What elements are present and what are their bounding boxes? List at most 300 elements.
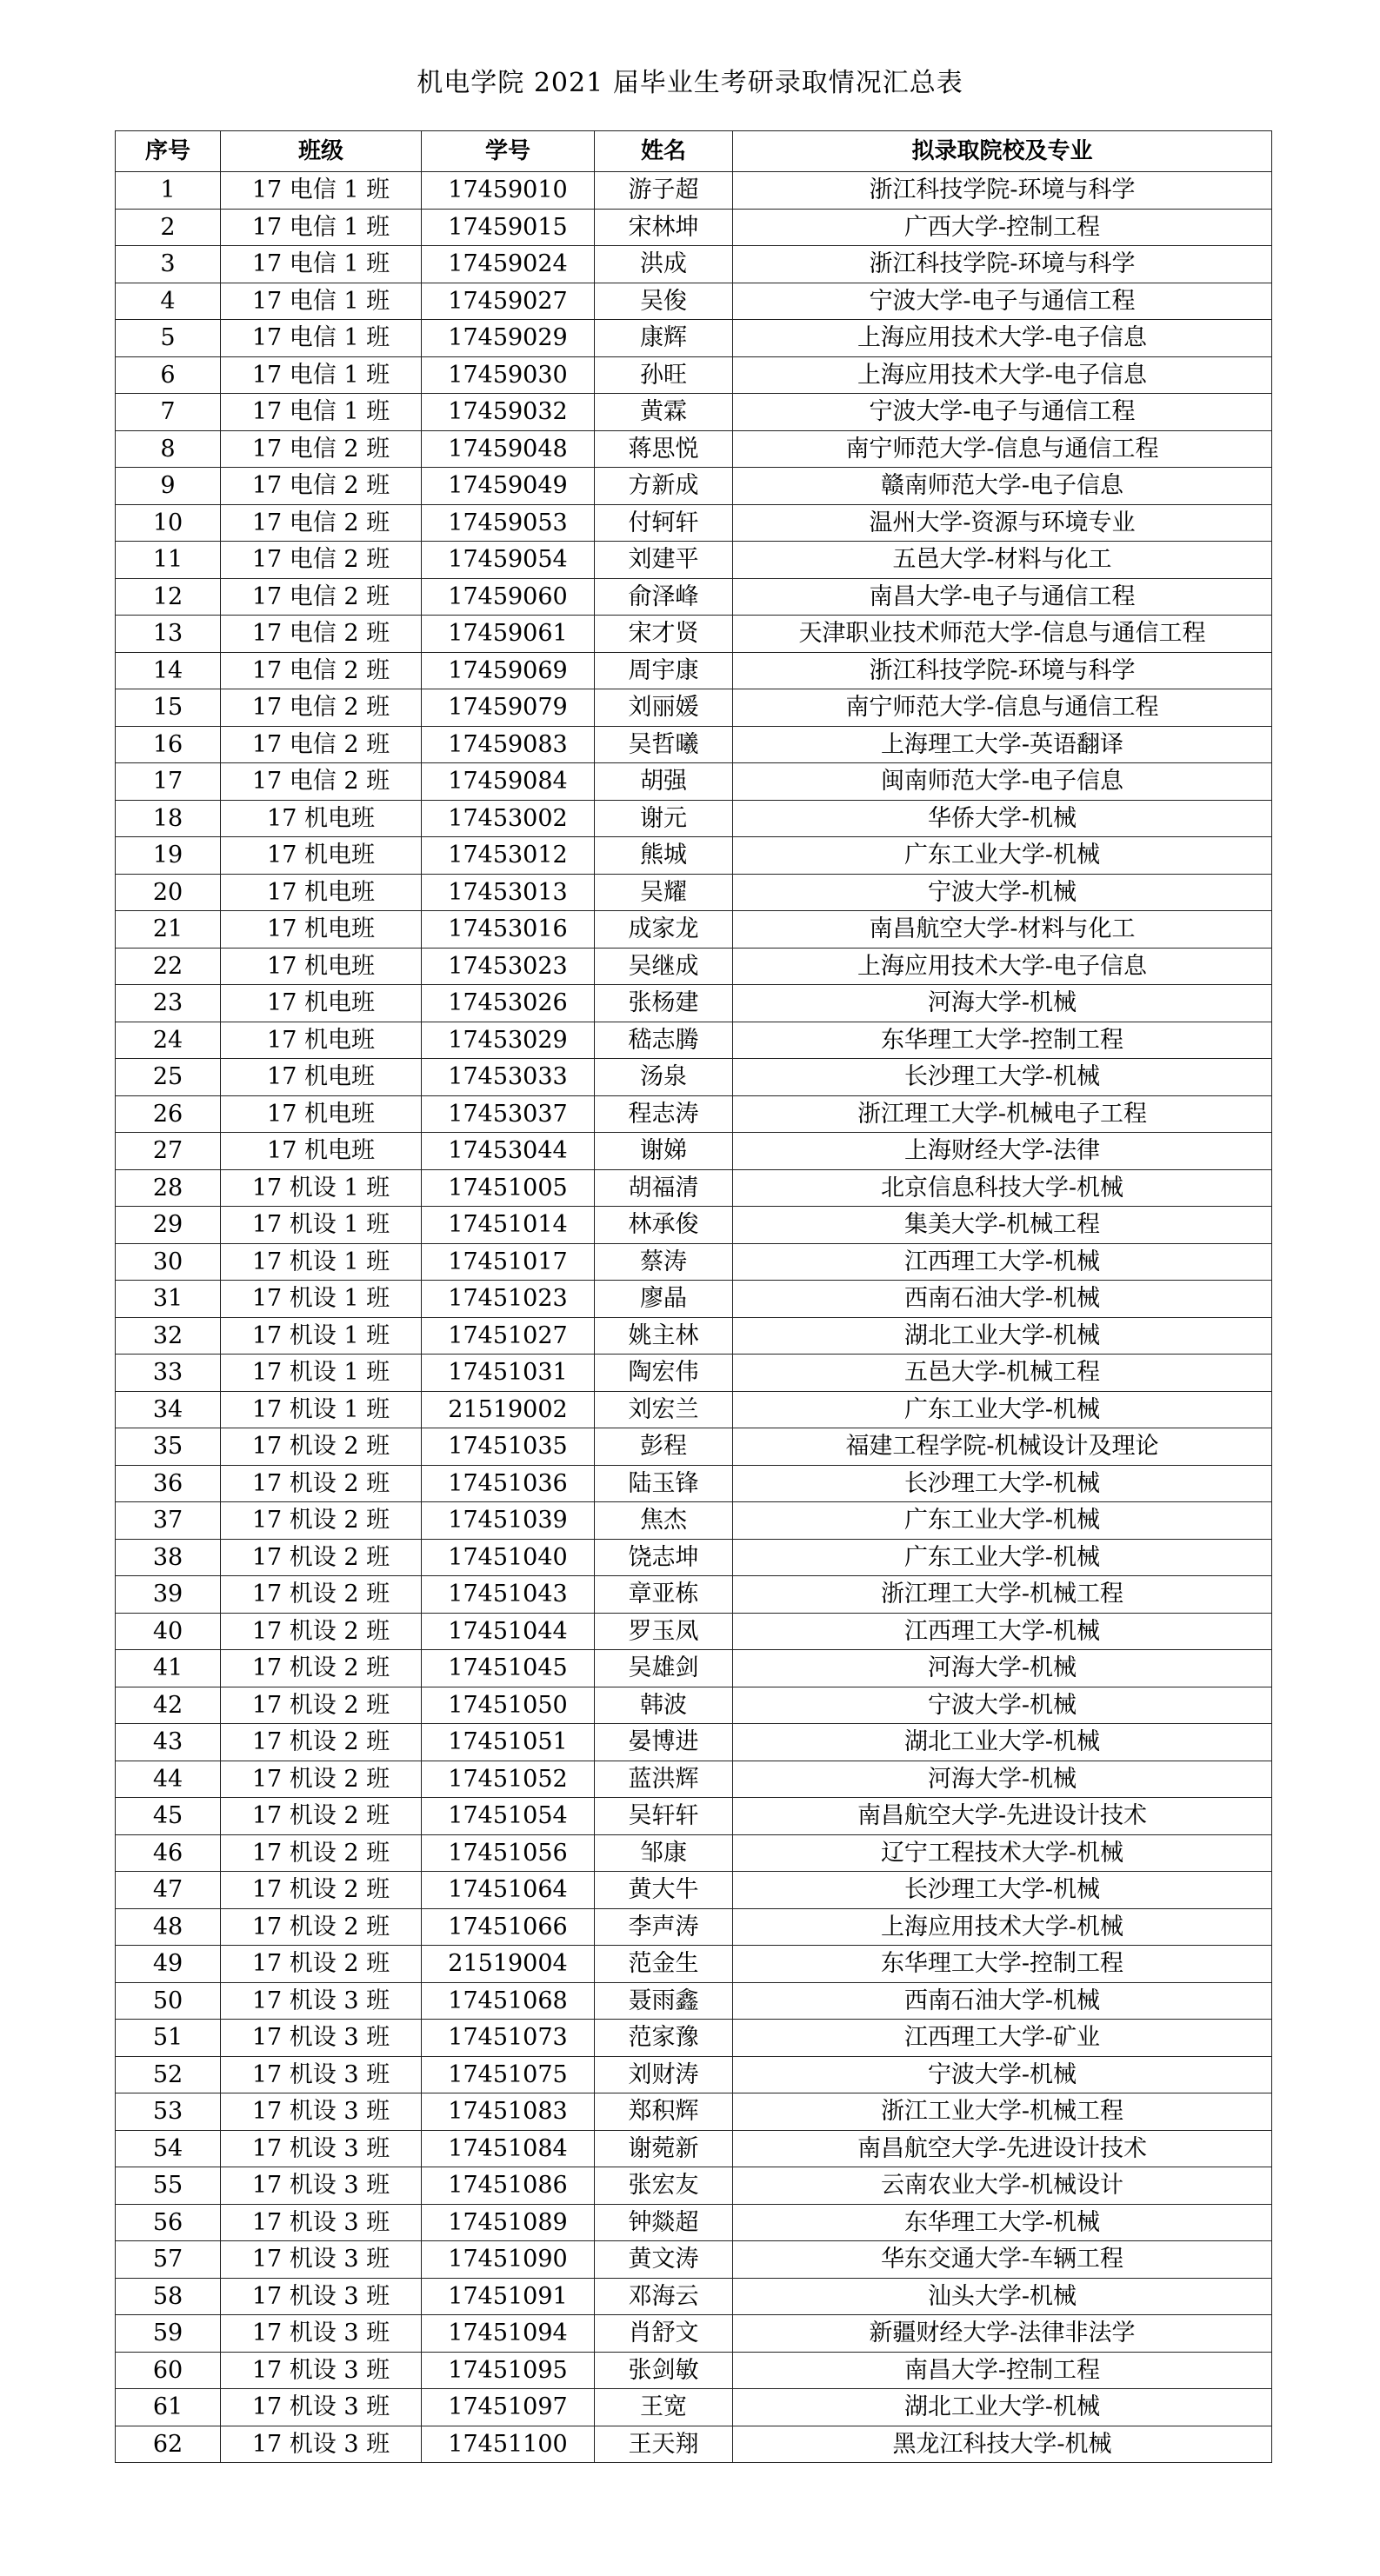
cell-index: 6 xyxy=(116,356,221,394)
cell-admitted-school-major: 南昌航空大学-先进设计技术 xyxy=(733,2130,1272,2167)
cell-name: 黄大牛 xyxy=(595,1872,733,1909)
cell-class: 17 机电班 xyxy=(221,1133,422,1170)
cell-name: 康辉 xyxy=(595,320,733,357)
cell-admitted-school-major: 浙江理工大学-机械电子工程 xyxy=(733,1095,1272,1133)
cell-index: 58 xyxy=(116,2278,221,2315)
cell-index: 39 xyxy=(116,1576,221,1614)
cell-student-id: 17451095 xyxy=(422,2352,595,2389)
cell-admitted-school-major: 宁波大学-机械 xyxy=(733,1687,1272,1724)
cell-name: 聂雨鑫 xyxy=(595,1982,733,2020)
cell-class: 17 机电班 xyxy=(221,1022,422,1059)
cell-index: 57 xyxy=(116,2241,221,2279)
table-row xyxy=(116,1724,1272,1761)
table-row xyxy=(116,616,1272,653)
cell-class: 17 机设 1 班 xyxy=(221,1281,422,1318)
table-row xyxy=(116,394,1272,431)
cell-admitted-school-major: 河海大学-机械 xyxy=(733,1761,1272,1798)
cell-name: 王宽 xyxy=(595,2389,733,2426)
cell-class: 17 机电班 xyxy=(221,911,422,949)
cell-admitted-school-major: 江西理工大学-机械 xyxy=(733,1243,1272,1281)
table-row xyxy=(116,356,1272,394)
cell-class: 17 机设 2 班 xyxy=(221,1908,422,1946)
table-row xyxy=(116,1872,1272,1909)
cell-name: 谢娣 xyxy=(595,1133,733,1170)
cell-admitted-school-major: 东华理工大学-控制工程 xyxy=(733,1946,1272,1983)
table-row xyxy=(116,2352,1272,2389)
cell-index: 28 xyxy=(116,1169,221,1207)
cell-class: 17 机设 3 班 xyxy=(221,1982,422,2020)
cell-student-id: 17451040 xyxy=(422,1539,595,1576)
table-row xyxy=(116,874,1272,911)
cell-index: 8 xyxy=(116,430,221,468)
cell-name: 邹康 xyxy=(595,1834,733,1872)
cell-admitted-school-major: 温州大学-资源与环境专业 xyxy=(733,504,1272,542)
cell-name: 吴继成 xyxy=(595,948,733,985)
cell-index: 26 xyxy=(116,1095,221,1133)
cell-name: 张宏友 xyxy=(595,2167,733,2205)
cell-student-id: 17453023 xyxy=(422,948,595,985)
cell-admitted-school-major: 上海应用技术大学-电子信息 xyxy=(733,356,1272,394)
table-row xyxy=(116,1317,1272,1355)
cell-student-id: 17451027 xyxy=(422,1317,595,1355)
cell-name: 张杨建 xyxy=(595,985,733,1022)
table-row xyxy=(116,1059,1272,1096)
table-row xyxy=(116,1095,1272,1133)
cell-class: 17 机设 2 班 xyxy=(221,1502,422,1540)
cell-student-id: 17459015 xyxy=(422,209,595,246)
cell-name: 俞泽峰 xyxy=(595,578,733,616)
cell-index: 36 xyxy=(116,1465,221,1502)
cell-admitted-school-major: 华东交通大学-车辆工程 xyxy=(733,2241,1272,2279)
cell-index: 32 xyxy=(116,1317,221,1355)
cell-admitted-school-major: 上海应用技术大学-电子信息 xyxy=(733,948,1272,985)
cell-class: 17 机设 2 班 xyxy=(221,1946,422,1983)
cell-index: 7 xyxy=(116,394,221,431)
cell-class: 17 机设 3 班 xyxy=(221,2020,422,2057)
cell-student-id: 17451064 xyxy=(422,1872,595,1909)
cell-name: 熊城 xyxy=(595,837,733,875)
cell-student-id: 17451050 xyxy=(422,1687,595,1724)
cell-student-id: 17451039 xyxy=(422,1502,595,1540)
table-row xyxy=(116,911,1272,949)
cell-student-id: 17451036 xyxy=(422,1465,595,1502)
table-row xyxy=(116,1428,1272,1466)
cell-name: 胡福清 xyxy=(595,1169,733,1207)
cell-index: 22 xyxy=(116,948,221,985)
cell-student-id: 17459032 xyxy=(422,394,595,431)
cell-admitted-school-major: 南昌大学-控制工程 xyxy=(733,2352,1272,2389)
cell-index: 15 xyxy=(116,689,221,727)
cell-name: 程志涛 xyxy=(595,1095,733,1133)
cell-name: 范金生 xyxy=(595,1946,733,1983)
cell-class: 17 机电班 xyxy=(221,1095,422,1133)
cell-name: 章亚栋 xyxy=(595,1576,733,1614)
table-row xyxy=(116,2315,1272,2353)
table-row xyxy=(116,763,1272,801)
table-row xyxy=(116,430,1272,468)
table-header-row xyxy=(116,131,1272,172)
cell-name: 蔡涛 xyxy=(595,1243,733,1281)
cell-index: 45 xyxy=(116,1798,221,1835)
table-row xyxy=(116,320,1272,357)
cell-class: 17 机设 2 班 xyxy=(221,1428,422,1466)
cell-student-id: 17459049 xyxy=(422,468,595,505)
table-row xyxy=(116,2204,1272,2241)
cell-student-id: 17451035 xyxy=(422,1428,595,1466)
cell-name: 刘丽媛 xyxy=(595,689,733,727)
cell-admitted-school-major: 辽宁工程技术大学-机械 xyxy=(733,1834,1272,1872)
cell-student-id: 17459054 xyxy=(422,542,595,579)
cell-class: 17 机设 3 班 xyxy=(221,2056,422,2093)
table-row xyxy=(116,1355,1272,1392)
table-row xyxy=(116,2389,1272,2426)
cell-index: 9 xyxy=(116,468,221,505)
cell-index: 35 xyxy=(116,1428,221,1466)
table-row xyxy=(116,948,1272,985)
cell-class: 17 机设 3 班 xyxy=(221,2315,422,2353)
cell-class: 17 机设 1 班 xyxy=(221,1169,422,1207)
cell-name: 钟燚超 xyxy=(595,2204,733,2241)
cell-admitted-school-major: 浙江理工大学-机械工程 xyxy=(733,1576,1272,1614)
table-row xyxy=(116,1243,1272,1281)
cell-class: 17 机设 3 班 xyxy=(221,2093,422,2131)
table-row xyxy=(116,1650,1272,1687)
cell-student-id: 17453033 xyxy=(422,1059,595,1096)
cell-index: 33 xyxy=(116,1355,221,1392)
cell-admitted-school-major: 集美大学-机械工程 xyxy=(733,1207,1272,1244)
cell-class: 17 机设 3 班 xyxy=(221,2204,422,2241)
table-row xyxy=(116,2130,1272,2167)
cell-admitted-school-major: 上海理工大学-英语翻译 xyxy=(733,726,1272,763)
cell-index: 44 xyxy=(116,1761,221,1798)
cell-index: 19 xyxy=(116,837,221,875)
cell-student-id: 17453016 xyxy=(422,911,595,949)
cell-class: 17 机电班 xyxy=(221,800,422,837)
table-body xyxy=(116,172,1272,2463)
cell-name: 方新成 xyxy=(595,468,733,505)
cell-name: 刘建平 xyxy=(595,542,733,579)
cell-student-id: 17453012 xyxy=(422,837,595,875)
cell-admitted-school-major: 华侨大学-机械 xyxy=(733,800,1272,837)
cell-student-id: 17459083 xyxy=(422,726,595,763)
cell-admitted-school-major: 广东工业大学-机械 xyxy=(733,1502,1272,1540)
table-row xyxy=(116,1798,1272,1835)
cell-name: 谢元 xyxy=(595,800,733,837)
cell-student-id: 17451090 xyxy=(422,2241,595,2279)
cell-student-id: 17451094 xyxy=(422,2315,595,2353)
cell-index: 21 xyxy=(116,911,221,949)
cell-class: 17 机电班 xyxy=(221,874,422,911)
table-row xyxy=(116,504,1272,542)
table-row xyxy=(116,283,1272,320)
table-row xyxy=(116,726,1272,763)
cell-index: 40 xyxy=(116,1613,221,1650)
cell-index: 29 xyxy=(116,1207,221,1244)
cell-index: 55 xyxy=(116,2167,221,2205)
cell-student-id: 17451083 xyxy=(422,2093,595,2131)
cell-name: 彭程 xyxy=(595,1428,733,1466)
cell-class: 17 机设 3 班 xyxy=(221,2241,422,2279)
cell-index: 11 xyxy=(116,542,221,579)
cell-class: 17 机设 1 班 xyxy=(221,1317,422,1355)
header-name: 姓名 xyxy=(595,131,733,172)
cell-admitted-school-major: 西南石油大学-机械 xyxy=(733,1982,1272,2020)
cell-admitted-school-major: 汕头大学-机械 xyxy=(733,2278,1272,2315)
table-row xyxy=(116,1908,1272,1946)
cell-name: 孙旺 xyxy=(595,356,733,394)
cell-student-id: 17451089 xyxy=(422,2204,595,2241)
cell-class: 17 机设 2 班 xyxy=(221,1539,422,1576)
table-row xyxy=(116,1281,1272,1318)
table-row xyxy=(116,652,1272,689)
cell-name: 肖舒文 xyxy=(595,2315,733,2353)
cell-class: 17 机设 2 班 xyxy=(221,1576,422,1614)
cell-index: 16 xyxy=(116,726,221,763)
cell-student-id: 17451073 xyxy=(422,2020,595,2057)
cell-admitted-school-major: 湖北工业大学-机械 xyxy=(733,1724,1272,1761)
table-row xyxy=(116,2241,1272,2279)
table-row xyxy=(116,1539,1272,1576)
page-title: 机电学院 2021 届毕业生考研录取情况汇总表 xyxy=(417,68,963,98)
table-row xyxy=(116,172,1272,210)
cell-student-id: 17451051 xyxy=(422,1724,595,1761)
table-row xyxy=(116,1761,1272,1798)
cell-class: 17 机设 2 班 xyxy=(221,1834,422,1872)
header-student-id: 学号 xyxy=(422,131,595,172)
cell-name: 韩波 xyxy=(595,1687,733,1724)
cell-student-id: 17451100 xyxy=(422,2426,595,2463)
cell-student-id: 17451045 xyxy=(422,1650,595,1687)
cell-student-id: 17451068 xyxy=(422,1982,595,2020)
table-row xyxy=(116,1465,1272,1502)
cell-index: 23 xyxy=(116,985,221,1022)
cell-admitted-school-major: 五邑大学-材料与化工 xyxy=(733,542,1272,579)
cell-class: 17 电信 1 班 xyxy=(221,172,422,210)
cell-student-id: 17451056 xyxy=(422,1834,595,1872)
admissions-table xyxy=(115,130,1272,2463)
cell-class: 17 电信 1 班 xyxy=(221,394,422,431)
cell-index: 47 xyxy=(116,1872,221,1909)
cell-admitted-school-major: 东华理工大学-机械 xyxy=(733,2204,1272,2241)
cell-student-id: 17451017 xyxy=(422,1243,595,1281)
cell-student-id: 21519004 xyxy=(422,1946,595,1983)
cell-index: 25 xyxy=(116,1059,221,1096)
cell-student-id: 17451005 xyxy=(422,1169,595,1207)
cell-student-id: 17451075 xyxy=(422,2056,595,2093)
cell-index: 5 xyxy=(116,320,221,357)
cell-index: 12 xyxy=(116,578,221,616)
cell-index: 41 xyxy=(116,1650,221,1687)
cell-student-id: 17459060 xyxy=(422,578,595,616)
cell-name: 邓海云 xyxy=(595,2278,733,2315)
cell-class: 17 机设 1 班 xyxy=(221,1391,422,1428)
cell-class: 17 机设 2 班 xyxy=(221,1872,422,1909)
cell-student-id: 17453037 xyxy=(422,1095,595,1133)
cell-name: 游子超 xyxy=(595,172,733,210)
cell-name: 饶志坤 xyxy=(595,1539,733,1576)
cell-name: 黄文涛 xyxy=(595,2241,733,2279)
table-row xyxy=(116,246,1272,283)
cell-index: 20 xyxy=(116,874,221,911)
cell-index: 27 xyxy=(116,1133,221,1170)
cell-class: 17 电信 2 班 xyxy=(221,689,422,727)
table-row xyxy=(116,1391,1272,1428)
cell-class: 17 电信 2 班 xyxy=(221,726,422,763)
cell-name: 吴俊 xyxy=(595,283,733,320)
cell-class: 17 机设 3 班 xyxy=(221,2389,422,2426)
cell-admitted-school-major: 西南石油大学-机械 xyxy=(733,1281,1272,1318)
cell-name: 罗玉凤 xyxy=(595,1613,733,1650)
cell-index: 60 xyxy=(116,2352,221,2389)
cell-index: 14 xyxy=(116,652,221,689)
cell-index: 53 xyxy=(116,2093,221,2131)
table-row xyxy=(116,1502,1272,1540)
cell-class: 17 电信 2 班 xyxy=(221,763,422,801)
cell-class: 17 电信 1 班 xyxy=(221,356,422,394)
cell-admitted-school-major: 江西理工大学-矿业 xyxy=(733,2020,1272,2057)
cell-admitted-school-major: 新疆财经大学-法律非法学 xyxy=(733,2315,1272,2353)
cell-class: 17 机设 1 班 xyxy=(221,1355,422,1392)
cell-name: 刘宏兰 xyxy=(595,1391,733,1428)
cell-name: 林承俊 xyxy=(595,1207,733,1244)
cell-name: 周宇康 xyxy=(595,652,733,689)
cell-admitted-school-major: 广东工业大学-机械 xyxy=(733,837,1272,875)
cell-index: 54 xyxy=(116,2130,221,2167)
cell-index: 4 xyxy=(116,283,221,320)
header-admitted-school-major: 拟录取院校及专业 xyxy=(733,131,1272,172)
cell-index: 1 xyxy=(116,172,221,210)
cell-name: 晏博进 xyxy=(595,1724,733,1761)
table-row xyxy=(116,1022,1272,1059)
table-row xyxy=(116,2278,1272,2315)
cell-student-id: 17451086 xyxy=(422,2167,595,2205)
cell-admitted-school-major: 广东工业大学-机械 xyxy=(733,1539,1272,1576)
cell-student-id: 17451043 xyxy=(422,1576,595,1614)
cell-admitted-school-major: 广东工业大学-机械 xyxy=(733,1391,1272,1428)
table-row xyxy=(116,209,1272,246)
cell-student-id: 21519002 xyxy=(422,1391,595,1428)
cell-student-id: 17451023 xyxy=(422,1281,595,1318)
cell-name: 汤泉 xyxy=(595,1059,733,1096)
cell-student-id: 17451014 xyxy=(422,1207,595,1244)
cell-admitted-school-major: 湖北工业大学-机械 xyxy=(733,2389,1272,2426)
cell-class: 17 机电班 xyxy=(221,1059,422,1096)
cell-admitted-school-major: 上海应用技术大学-电子信息 xyxy=(733,320,1272,357)
header-index: 序号 xyxy=(116,131,221,172)
cell-index: 18 xyxy=(116,800,221,837)
cell-name: 王天翔 xyxy=(595,2426,733,2463)
table-row xyxy=(116,1946,1272,1983)
cell-student-id: 17453013 xyxy=(422,874,595,911)
cell-student-id: 17459029 xyxy=(422,320,595,357)
cell-student-id: 17453026 xyxy=(422,985,595,1022)
cell-admitted-school-major: 浙江科技学院-环境与科学 xyxy=(733,652,1272,689)
cell-class: 17 机设 3 班 xyxy=(221,2167,422,2205)
cell-admitted-school-major: 浙江科技学院-环境与科学 xyxy=(733,172,1272,210)
cell-admitted-school-major: 北京信息科技大学-机械 xyxy=(733,1169,1272,1207)
cell-class: 17 电信 2 班 xyxy=(221,468,422,505)
cell-index: 52 xyxy=(116,2056,221,2093)
cell-index: 61 xyxy=(116,2389,221,2426)
table-row xyxy=(116,800,1272,837)
table-row xyxy=(116,1133,1272,1170)
cell-class: 17 电信 1 班 xyxy=(221,209,422,246)
cell-class: 17 机设 1 班 xyxy=(221,1207,422,1244)
cell-name: 陆玉锋 xyxy=(595,1465,733,1502)
cell-name: 焦杰 xyxy=(595,1502,733,1540)
table-row xyxy=(116,2020,1272,2057)
cell-class: 17 机设 3 班 xyxy=(221,2278,422,2315)
cell-name: 姚主林 xyxy=(595,1317,733,1355)
cell-name: 吴雄剑 xyxy=(595,1650,733,1687)
cell-admitted-school-major: 云南农业大学-机械设计 xyxy=(733,2167,1272,2205)
cell-admitted-school-major: 湖北工业大学-机械 xyxy=(733,1317,1272,1355)
table-row xyxy=(116,689,1272,727)
cell-index: 51 xyxy=(116,2020,221,2057)
cell-class: 17 电信 2 班 xyxy=(221,578,422,616)
cell-admitted-school-major: 南宁师范大学-信息与通信工程 xyxy=(733,689,1272,727)
cell-index: 48 xyxy=(116,1908,221,1946)
table-row xyxy=(116,1687,1272,1724)
cell-class: 17 电信 2 班 xyxy=(221,430,422,468)
table-row xyxy=(116,1613,1272,1650)
cell-index: 3 xyxy=(116,246,221,283)
cell-class: 17 电信 2 班 xyxy=(221,652,422,689)
cell-student-id: 17459030 xyxy=(422,356,595,394)
cell-admitted-school-major: 广西大学-控制工程 xyxy=(733,209,1272,246)
cell-index: 43 xyxy=(116,1724,221,1761)
cell-student-id: 17451054 xyxy=(422,1798,595,1835)
cell-student-id: 17453029 xyxy=(422,1022,595,1059)
cell-name: 付轲轩 xyxy=(595,504,733,542)
cell-class: 17 机电班 xyxy=(221,837,422,875)
cell-index: 50 xyxy=(116,1982,221,2020)
cell-admitted-school-major: 宁波大学-机械 xyxy=(733,874,1272,911)
cell-index: 17 xyxy=(116,763,221,801)
table-row xyxy=(116,468,1272,505)
table-row xyxy=(116,2056,1272,2093)
cell-name: 成家龙 xyxy=(595,911,733,949)
cell-class: 17 机设 2 班 xyxy=(221,1613,422,1650)
cell-name: 吴耀 xyxy=(595,874,733,911)
cell-class: 17 电信 1 班 xyxy=(221,246,422,283)
cell-index: 38 xyxy=(116,1539,221,1576)
table-row xyxy=(116,2167,1272,2205)
cell-admitted-school-major: 宁波大学-电子与通信工程 xyxy=(733,283,1272,320)
cell-class: 17 机电班 xyxy=(221,948,422,985)
cell-student-id: 17459084 xyxy=(422,763,595,801)
cell-admitted-school-major: 江西理工大学-机械 xyxy=(733,1613,1272,1650)
cell-index: 34 xyxy=(116,1391,221,1428)
cell-name: 宋才贤 xyxy=(595,616,733,653)
cell-admitted-school-major: 黑龙江科技大学-机械 xyxy=(733,2426,1272,2463)
cell-name: 胡强 xyxy=(595,763,733,801)
cell-admitted-school-major: 宁波大学-机械 xyxy=(733,2056,1272,2093)
cell-name: 宋林坤 xyxy=(595,209,733,246)
cell-name: 蓝洪辉 xyxy=(595,1761,733,1798)
cell-admitted-school-major: 闽南师范大学-电子信息 xyxy=(733,763,1272,801)
cell-name: 张剑敏 xyxy=(595,2352,733,2389)
table-row xyxy=(116,542,1272,579)
cell-name: 谢菀新 xyxy=(595,2130,733,2167)
cell-admitted-school-major: 长沙理工大学-机械 xyxy=(733,1059,1272,1096)
cell-index: 62 xyxy=(116,2426,221,2463)
cell-student-id: 17451084 xyxy=(422,2130,595,2167)
cell-class: 17 机设 2 班 xyxy=(221,1761,422,1798)
cell-admitted-school-major: 天津职业技术师范大学-信息与通信工程 xyxy=(733,616,1272,653)
cell-class: 17 机设 2 班 xyxy=(221,1798,422,1835)
cell-index: 59 xyxy=(116,2315,221,2353)
